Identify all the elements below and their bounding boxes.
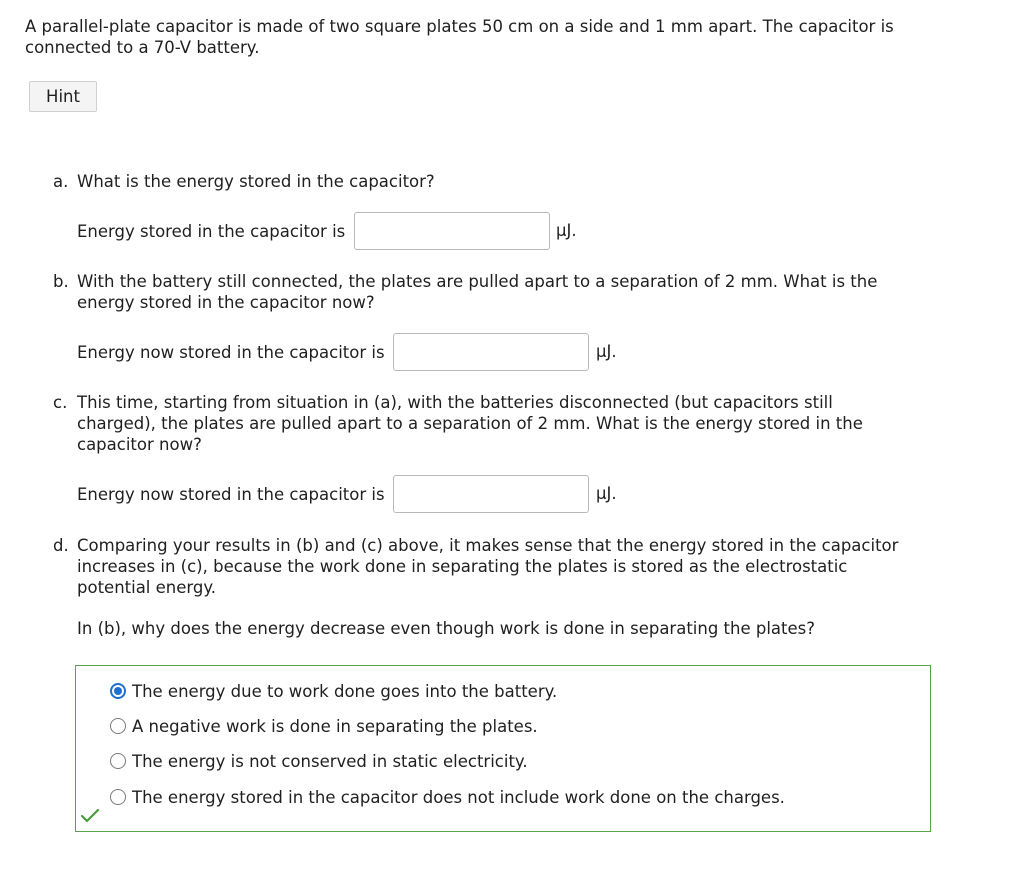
question-d-text: Comparing your results in (b) and (c) above, it makes sense that the energy stored in the capacitor increases in (c), because the work done in separating the plates is stored as the electrostatic potential energy.	[77, 536, 899, 597]
question-b-label: b.	[53, 272, 69, 291]
option-0[interactable]	[110, 679, 557, 703]
option-0-label: The energy due to work done goes into the battery.	[132, 681, 558, 701]
answer-row-c	[77, 475, 617, 513]
radio-icon[interactable]	[110, 718, 126, 734]
answer-b-input[interactable]	[393, 333, 589, 371]
problem-statement: A parallel-plate capacitor is made of two square plates 50 cm on a side and 1 mm apart. The capacitor is connected to a 70-V battery.	[25, 17, 894, 57]
hint-button[interactable]: Hint	[29, 81, 97, 112]
option-3-label: The energy stored in the capacitor does not include work done on the charges.	[132, 787, 785, 807]
question-c-text: This time, starting from situation in (a), with the batteries disconnected (but capacitors still charged), the plates are pulled apart to a separation of 2 mm. What is the energy stored in the capacitor now?	[77, 393, 863, 454]
question-b-text: With the battery still connected, the plates are pulled apart to a separation of 2 mm. What is the energy stored in the capacitor now?	[77, 272, 878, 312]
multiple-choice-box	[75, 665, 931, 832]
answer-b-unit: μJ.	[596, 342, 617, 361]
answer-b-prefix: Energy now stored in the capacitor is	[77, 342, 385, 362]
radio-icon[interactable]	[110, 789, 126, 805]
answer-c-prefix: Energy now stored in the capacitor is	[77, 484, 385, 504]
answer-c-input[interactable]	[393, 475, 589, 513]
option-2-label: The energy is not conserved in static electricity.	[132, 751, 528, 771]
answer-row-a	[77, 212, 577, 250]
radio-selected-icon[interactable]	[110, 683, 126, 699]
answer-a-unit: μJ.	[556, 221, 577, 240]
option-1[interactable]	[110, 714, 538, 738]
answer-a-prefix: Energy stored in the capacitor is	[77, 221, 346, 241]
question-b	[53, 271, 933, 312]
question-a-label: a.	[53, 172, 69, 191]
option-1-label: A negative work is done in separating the plates.	[132, 716, 538, 736]
question-c-label: c.	[53, 393, 68, 412]
answer-c-unit: μJ.	[596, 484, 617, 503]
radio-icon[interactable]	[110, 753, 126, 769]
answer-row-b	[77, 333, 617, 371]
question-a	[53, 171, 435, 192]
option-2[interactable]	[110, 749, 528, 773]
answer-a-input[interactable]	[354, 212, 550, 250]
correct-checkmark-icon	[80, 808, 100, 824]
question-d	[53, 535, 933, 597]
option-3[interactable]	[110, 785, 785, 809]
question-a-text: What is the energy stored in the capacitor?	[77, 172, 435, 191]
question-c	[53, 392, 933, 454]
question-d-followup: In (b), why does the energy decrease even though work is done in separating the plates?	[77, 619, 816, 638]
question-d-label: d.	[53, 536, 69, 555]
